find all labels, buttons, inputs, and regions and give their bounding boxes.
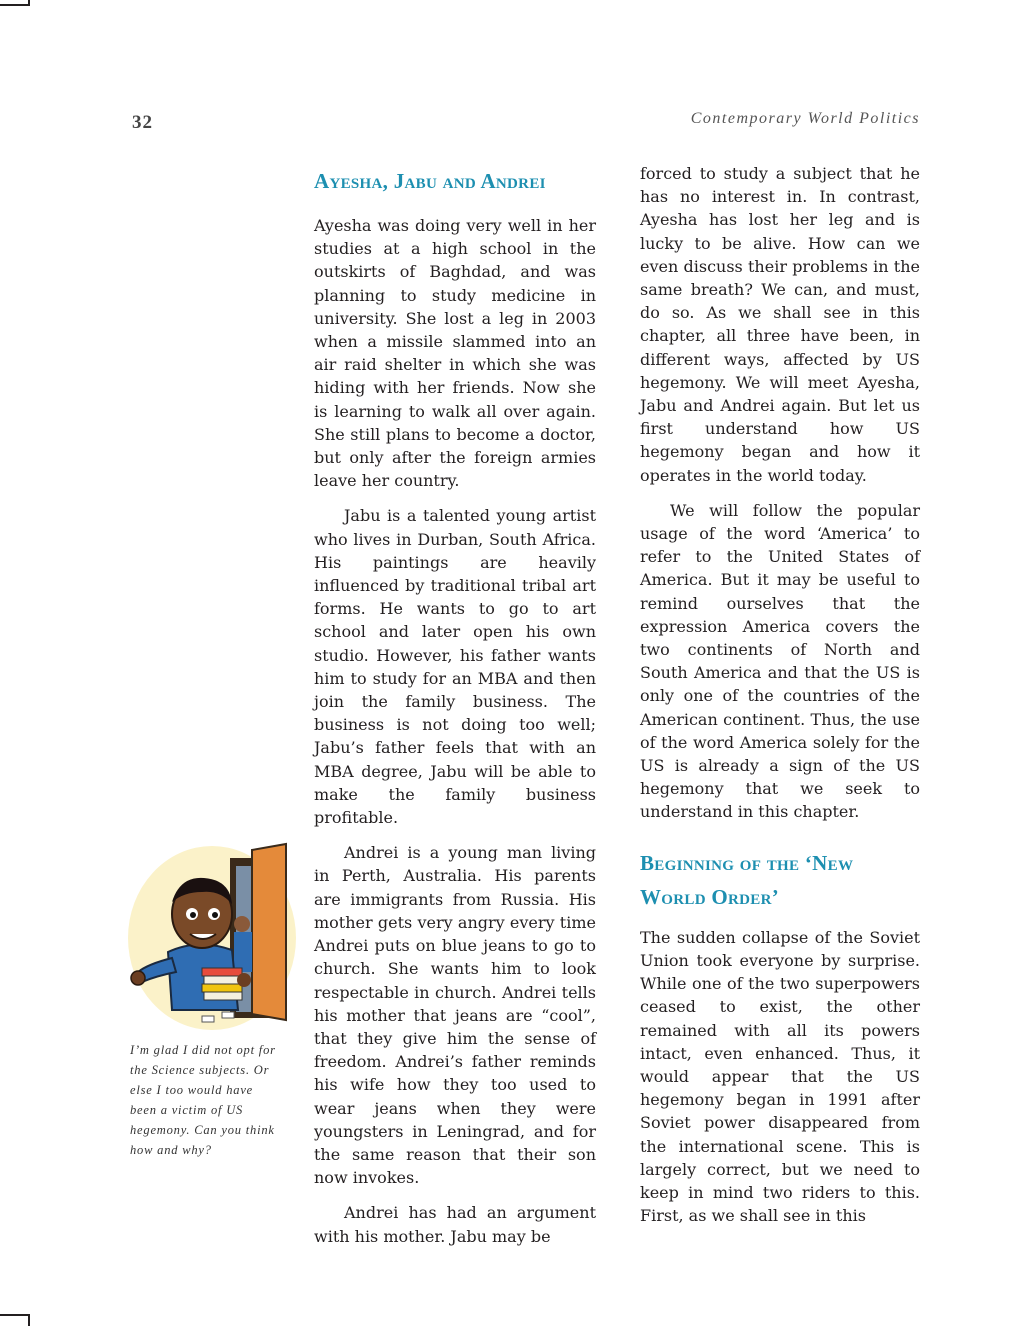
paragraph-america: We will follow the popular usage of the word ‘America’ to refer to the United States of America. But it may be useful to remind ourselves that the expression America covers the two continents of North and South America and that the US is only one of the countries of the American continent. Thus, the use of the word America solely for the US is already a sign of the US hegemony that we seek to understand in this chapter.	[640, 500, 920, 822]
illustration-caption: I’m glad I did not opt for the Science subjects. Or else I too would have been a victim of US hegemony. Can you think how and why?	[130, 1043, 276, 1157]
running-title: Contemporary World Politics	[690, 110, 920, 127]
text-column-left	[314, 162, 596, 1260]
crop-mark-bottom	[0, 1314, 28, 1316]
section-heading-ayesha-jabu-andrei: Ayesha, Jabu and Andrei	[314, 169, 546, 193]
paragraph-soviet-collapse: The sudden collapse of the Soviet Union took everyone by surprise. While one of the two superpowers ceased to exist, the other remained with all its powers intact, even enhanced. Thus, it would appear that the US hegemony began in 1991 after Soviet power disappeared from the international scene. This is largely correct, but we need to keep in mind two riders to this. First, as we shall see in this	[640, 927, 920, 1226]
paragraph-continued: forced to study a subject that he has no interest in. In contrast, Ayesha has lost her leg and is lucky to be alive. How can we even discuss their problems in the same breath? We can, and must, do so. As we shall see in this chapter, all three have been, in different ways, affected by US hegemony. We will meet Ayesha, Jabu and Andrei again. But let us first understand how US hegemony began and how it operates in the world today.	[640, 164, 920, 485]
paragraph-andrei: Andrei is a young man living in Perth, Australia. His parents are immigrants from Russia. His mother gets very angry every time Andrei puts on blue jeans to go to church. She wants him to look respectable in church. Andrei tells his mother that jeans are “cool”, that they give him the sense of freedom. Andrei’s father reminds his wife how they too used to wear jeans when they were youngsters in Leningrad, and for the same reason that their son now invokes.	[314, 843, 596, 1188]
paragraph-argument: Andrei has had an argument with his mother. Jabu may be	[314, 1203, 596, 1246]
section-heading-new-world-order: Beginning of the ‘New World Order’	[640, 850, 854, 909]
page-number: 32	[132, 112, 153, 133]
crop-mark-bottom-tick	[28, 1314, 30, 1326]
crop-mark-top	[0, 4, 28, 6]
text-column-right	[640, 162, 920, 1239]
boy-in-doorway-illustration	[128, 840, 296, 1032]
crop-mark-top-tick	[28, 0, 30, 6]
paragraph-jabu: Jabu is a talented young artist who lives in Durban, South Africa. His paintings are heavily influenced by traditional tribal art forms. He wants to go to art school and later open his own studio. However, his father wants him to study for an MBA and then join the family business. The business is not doing too well; Jabu’s father feels that with an MBA degree, Jabu will be able to make the family business profitable.	[314, 506, 596, 828]
paragraph-ayesha: Ayesha was doing very well in her studies at a high school in the outskirts of Baghdad, and was planning to study medicine in university. She lost a leg in 2003 when a missile slammed into an air raid shelter in which she was hiding with her friends. Now she is learning to walk all over again. She still plans to become a doctor, but only after the foreign armies leave her country.	[314, 216, 596, 491]
